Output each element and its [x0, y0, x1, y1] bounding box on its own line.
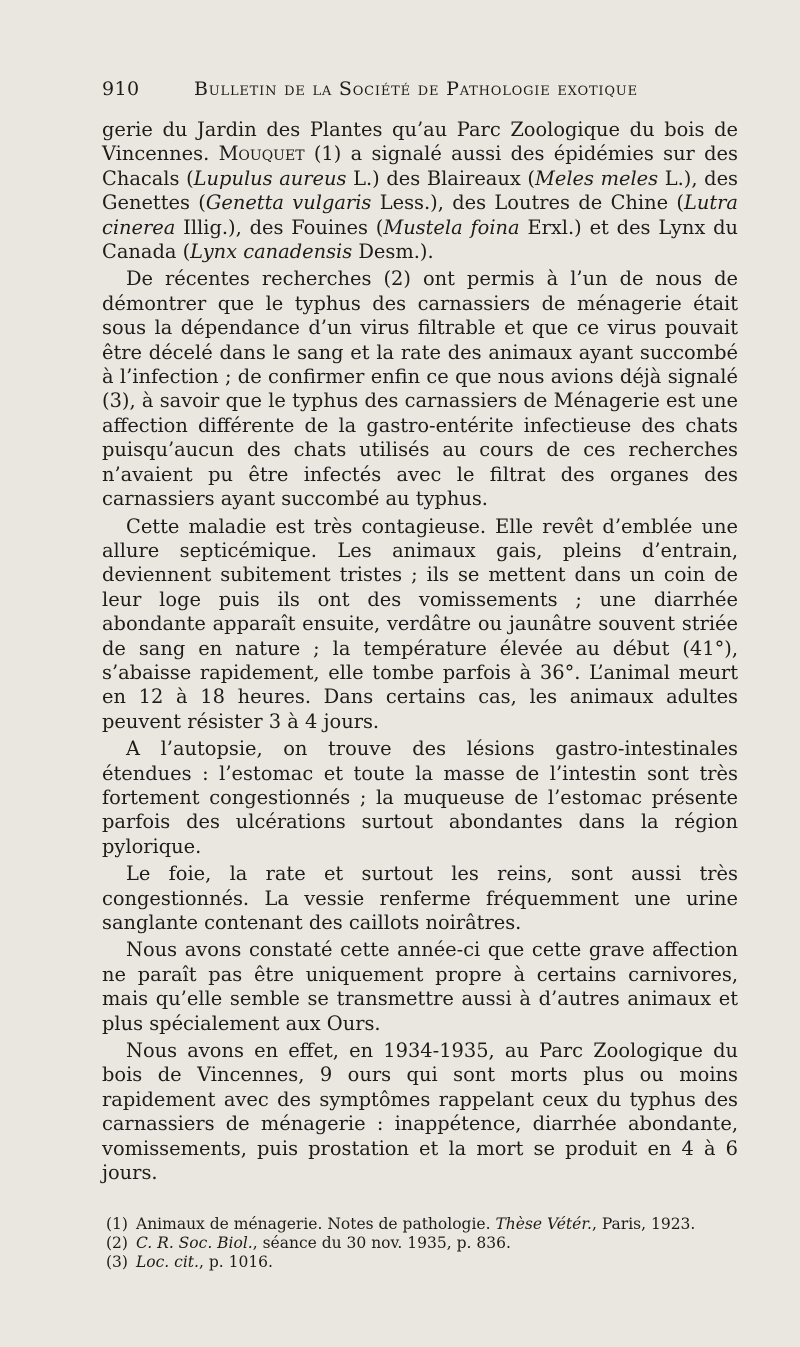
text-run: L.), des Genettes (	[102, 166, 738, 215]
text-run: Animaux de ménagerie. Notes de pathologie.	[136, 1215, 496, 1234]
footnote-mark: (1)	[106, 1215, 128, 1234]
species-name: Lynx canadensis	[190, 240, 353, 264]
paragraph-2: De récentes recherches (2) ont permis à l’un de nous de démontrer que le typhus des carnassiers de ménagerie était sous la dépendance d’un virus filtrable et que ce virus pouvait être décelé dans le sang et la rate des animaux ayant succombé à l’infection ; de confirmer enfin ce que nous avions déjà signalé (3), à savoir que le typhus des carnassiers de Ménagerie est une affection différente de la gastro-entérite infectieuse des chats puisqu’aucun des chats utilisés au cours de ces recherches n’avaient pu être infectés avec le filtrat des organes des carnassiers ayant succombé au typhus.	[102, 267, 738, 511]
text-run: , Paris, 1923.	[591, 1215, 696, 1234]
text-run: Erxl.) et des Lynx du Canada (	[102, 215, 738, 264]
citation-title: C. R. Soc. Biol.	[136, 1234, 253, 1253]
text-run: Desm.).	[352, 240, 434, 264]
species-name: Genetta vulgaris	[205, 191, 372, 215]
species-name: Lupulus aureus	[193, 166, 347, 190]
paragraph-4: A l’autopsie, on trouve des lésions gastro-intestinales étendues : l’estomac et toute la masse de l’intestin sont très fortement congestionnés ; la muqueuse de l’estomac présente parfois des ulcérations surtout abondantes dans la région pylorique.	[102, 737, 738, 858]
body-text	[102, 118, 738, 1185]
citation-title: Loc. cit.	[136, 1253, 199, 1272]
text-run: (1) a signalé aussi des épidémies sur des Chacals (	[102, 142, 738, 190]
journal-title: Bulletin de la Société de Pathologie exotique	[194, 78, 638, 100]
footnote-text	[136, 1215, 695, 1234]
running-head	[102, 78, 738, 100]
author-name: Mouquet	[218, 142, 305, 166]
footnote-2	[106, 1234, 738, 1253]
text-run: L.) des Blaireaux (	[346, 166, 535, 190]
paragraph-5: Le foie, la rate et surtout les reins, sont aussi très congestionnés. La vessie renferme fréquemment une urine sanglante contenant des caillots noirâtres.	[102, 862, 738, 934]
paragraph-1	[102, 118, 738, 264]
paragraph-7: Nous avons en effet, en 1934-1935, au Parc Zoologique du bois de Vincennes, 9 ours qui sont morts plus ou moins rapidement avec des symptômes rappelant ceux du typhus des carnassiers de ménagerie : inappétence, diarrhée abondante, vomissements, puis prostation et la mort se produit en 4 à 6 jours.	[102, 1039, 738, 1185]
footnote-3	[106, 1253, 738, 1272]
footnote-mark: (3)	[106, 1253, 128, 1272]
species-name: Meles meles	[535, 166, 659, 190]
species-name: Lutra cinerea	[102, 191, 738, 239]
footnote-mark: (2)	[106, 1234, 128, 1253]
text-run: gerie du Jardin des Plantes qu’au Parc Zoologique du bois de Vincennes.	[102, 118, 738, 166]
species-name: Mustela foina	[383, 215, 520, 239]
footnote-text	[136, 1253, 273, 1272]
text-run: Illig.), des Fouines (	[175, 215, 384, 239]
footnotes	[102, 1215, 738, 1272]
paragraph-3: Cette maladie est très contagieuse. Elle revêt d’emblée une allure septicémique. Les animaux gais, pleins d’entrain, deviennent subitement tristes ; ils se mettent dans un coin de leur loge puis ils ont des vomissements ; une diarrhée abondante apparaît ensuite, verdâtre ou jaunâtre souvent striée de sang en nature ; la température élevée au début (41°), s’abaisse rapidement, elle tombe parfois à 36°. L’animal meurt en 12 à 18 heures. Dans certains cas, les animaux adultes peuvent résister 3 à 4 jours.	[102, 514, 738, 733]
footnote-text	[136, 1234, 511, 1253]
text-run: , p. 1016.	[198, 1253, 273, 1272]
page-number: 910	[102, 78, 140, 100]
footnote-1	[106, 1215, 738, 1234]
citation-title: Thèse Vétér.	[495, 1215, 592, 1234]
text-run: Less.), des Loutres de Chine (	[371, 191, 684, 215]
text-run: , séance du 30 nov. 1935, p. 836.	[252, 1234, 511, 1253]
paragraph-6: Nous avons constaté cette année-ci que cette grave affection ne paraît pas être uniquement propre à certains carnivores, mais qu’elle semble se transmettre aussi à d’autres animaux et plus spécialement aux Ours.	[102, 938, 738, 1035]
